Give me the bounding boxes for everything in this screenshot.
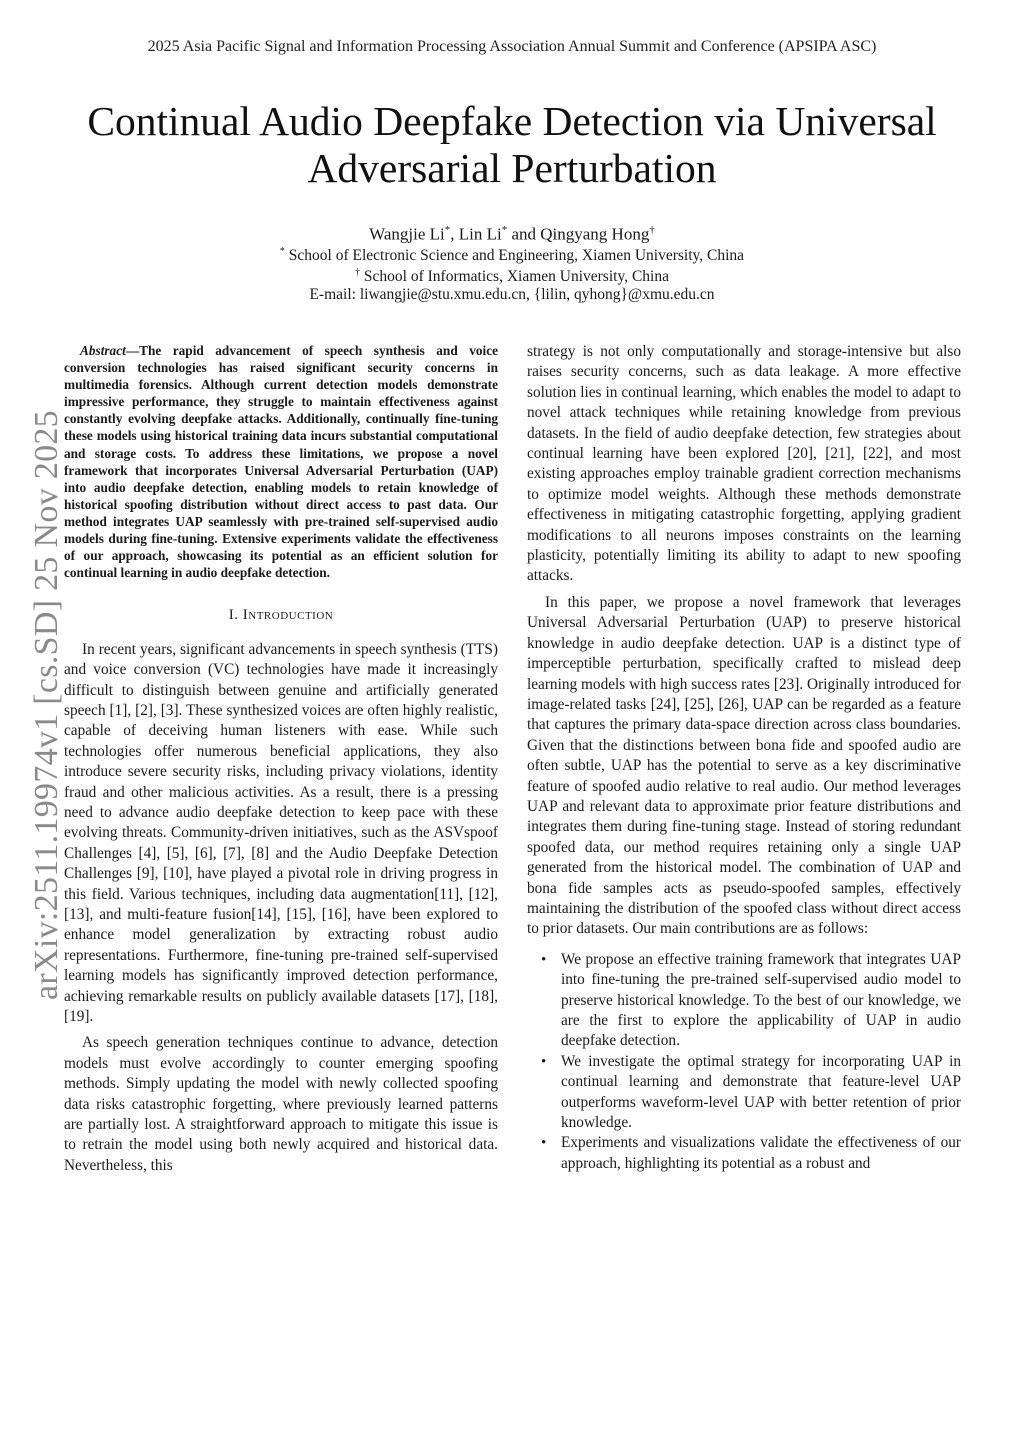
abstract <box>64 342 498 581</box>
section-heading-introduction: I. Introduction <box>228 607 334 624</box>
intro-paragraph-2: As speech generation techniques continue to advance, detection models must evolve accordingly to counter emerging spoofing methods. Simply updating the model with newly collected spoofing data risks catastrophic forgetting, where previously learned patterns are partially lost. A straightforward approach to mitigate this issue is to retrain the model using both newly acquired and historical data. Nevertheless, this <box>64 1034 498 1174</box>
affiliation-2 <box>0 263 1024 287</box>
author-1: Wangjie Li <box>369 224 445 244</box>
intro-paragraph-continuation: strategy is not only computationally and storage-intensive but also raises security concerns, such as data leakage. A more effective solution lies in continual learning, which enables the model to adapt to novel attack techniques while retaining knowledge from previous datasets. In the field of audio deepfake detection, few strategies about continual learning have been explored [20], [21], [22], and most existing approaches employ trainable gradient correction mechanisms to optimize model weights. Although these methods demonstrate effectiveness in mitigating catastrophic forgetting, applying gradient modifications to all neurons imposes constraints on the learning plasticity, potentially limiting its ability to adapt to new spoofing attacks. <box>527 343 961 585</box>
author-separator-1: , <box>450 224 459 244</box>
author-1-mark: * <box>444 224 451 236</box>
affiliation-2-text: School of Informatics, Xiamen University, China <box>360 268 669 286</box>
paper-title <box>60 98 964 192</box>
affiliation-1-mark: * <box>279 246 285 257</box>
affiliation-2-mark: † <box>355 267 361 278</box>
intro-paragraph-3: In this paper, we propose a novel framework that leverages Universal Adversarial Perturbation (UAP) to preserve historical knowledge in audio deepfake detection. UAP is a distinct type of imperceptible perturbation, specifically crafted to mislead deep learning models with high success rates [23]. Originally introduced for image-related tasks [24], [25], [26], UAP can be regarded as a feature that captures the primary data-space direction across class boundaries. Given that the distinctions between bona fide and spoofed audio are often subtle, UAP has the potential to serve as a key discriminative feature of spoofed audio relative to real audio. Our method leverages UAP and relevant data to approximate prior feature distributions and integrates them during fine-tuning stage. Instead of storing redundant spoofed data, our method requires retaining only a single UAP generated from the historical model. The combination of UAP and bona fide samples acts as pseudo-spoofed samples, effectively maintaining the distribution of the spoofed class without direct access to prior datasets. Our main contributions are as follows: <box>527 593 961 938</box>
contribution-1: We propose an effective training framework that integrates UAP into fine-tuning the pre-trained self-supervised audio model to preserve historical knowledge. To the best of our knowledge, we are the first to explore the applicability of UAP in audio deepfake detection. <box>561 950 961 1050</box>
right-column <box>527 342 961 1174</box>
list-item <box>527 950 961 1052</box>
contribution-3: Experiments and visualizations validate the effectiveness of our approach, highlighting its potential as a robust and <box>561 1134 961 1172</box>
author-list <box>0 220 1024 245</box>
bullet-icon: • <box>541 951 547 968</box>
conference-header: 2025 Asia Pacific Signal and Information Processing Association Annual Summit and Conference (APSIPA ASC) <box>147 38 877 55</box>
author-3: Qingyang Hong <box>540 224 650 244</box>
intro-paragraph-1: In recent years, significant advancements in speech synthesis (TTS) and voice conversion (VC) technologies have made it increasingly difficult to distinguish between genuine and artificially generated speech [1], [2], [3]. These synthesized voices are often highly realistic, capable of deceiving human listeners with ease. While such technologies offer numerous beneficial applications, they also introduce severe security risks, including privacy violations, identity fraud and other malicious activities. As a result, there is a pressing need to advance audio deepfake detection to keep pace with these evolving threats. Community-driven initiatives, such as the ASVspoof Challenges [4], [5], [6], [7], [8] and the Audio Deepfake Detection Challenges [9], [10], have played a pivotal role in driving progress in this field. Various techniques, including data augmentation[11], [12], [13], and multi-feature fusion[14], [15], [16], have been explored to enhance model generalization by extracting robust audio representations. Furthermore, fine-tuning pre-trained self-supervised learning models has significantly improved detection performance, achieving remarkable results on publicly available datasets [17], [18], [19]. <box>64 640 498 1026</box>
abstract-label: Abstract <box>80 343 126 358</box>
author-separator-2: and <box>507 224 541 244</box>
email-line: E-mail: liwangjie@stu.xmu.edu.cn, {lilin, qyhong}@xmu.edu.cn <box>309 286 715 303</box>
title-line-1: Continual Audio Deepfake Detection via Universal <box>87 98 937 144</box>
title-line-2: Adversarial Perturbation <box>307 145 717 191</box>
abstract-text: —The rapid advancement of speech synthesis and voice conversion technologies has raised significant security concerns in multimedia forensics. Although current detection models demonstrate impressive performance, they struggle to maintain effectiveness against constantly evolving deepfake attacks. Additionally, continually fine-tuning these models using historical training data incurs substantial computational and storage costs. To address these limitations, we propose a novel framework that incorporates Universal Adversarial Perturbation (UAP) into audio deepfake detection, enabling models to retain knowledge of historical spoofing distribution without direct access to past data. Our method integrates UAP seamlessly with pre-trained self-supervised audio models during fine-tuning. Extensive experiments validate the effectiveness of our approach, showcasing its potential as an efficient solution for continual learning in audio deepfake detection. <box>64 343 498 581</box>
arxiv-identifier: arXiv:2511.19974v1 [cs.SD] 25 Nov 2025 <box>28 410 65 1000</box>
author-2: Lin Li <box>458 224 502 244</box>
contributions-list <box>527 950 961 1174</box>
list-item <box>527 1052 961 1134</box>
bullet-icon: • <box>541 1135 547 1152</box>
author-3-mark: † <box>649 224 655 236</box>
contribution-2: We investigate the optimal strategy for incorporating UAP in continual learning and demonstrate that feature-level UAP outperforms waveform-level UAP with better retention of prior knowledge. <box>561 1052 961 1132</box>
affiliation-1-text: School of Electronic Science and Engineering, Xiamen University, China <box>284 247 745 265</box>
list-item <box>527 1133 961 1174</box>
author-2-mark: * <box>501 224 508 236</box>
left-column <box>64 342 498 1182</box>
bullet-icon: • <box>541 1053 547 1070</box>
